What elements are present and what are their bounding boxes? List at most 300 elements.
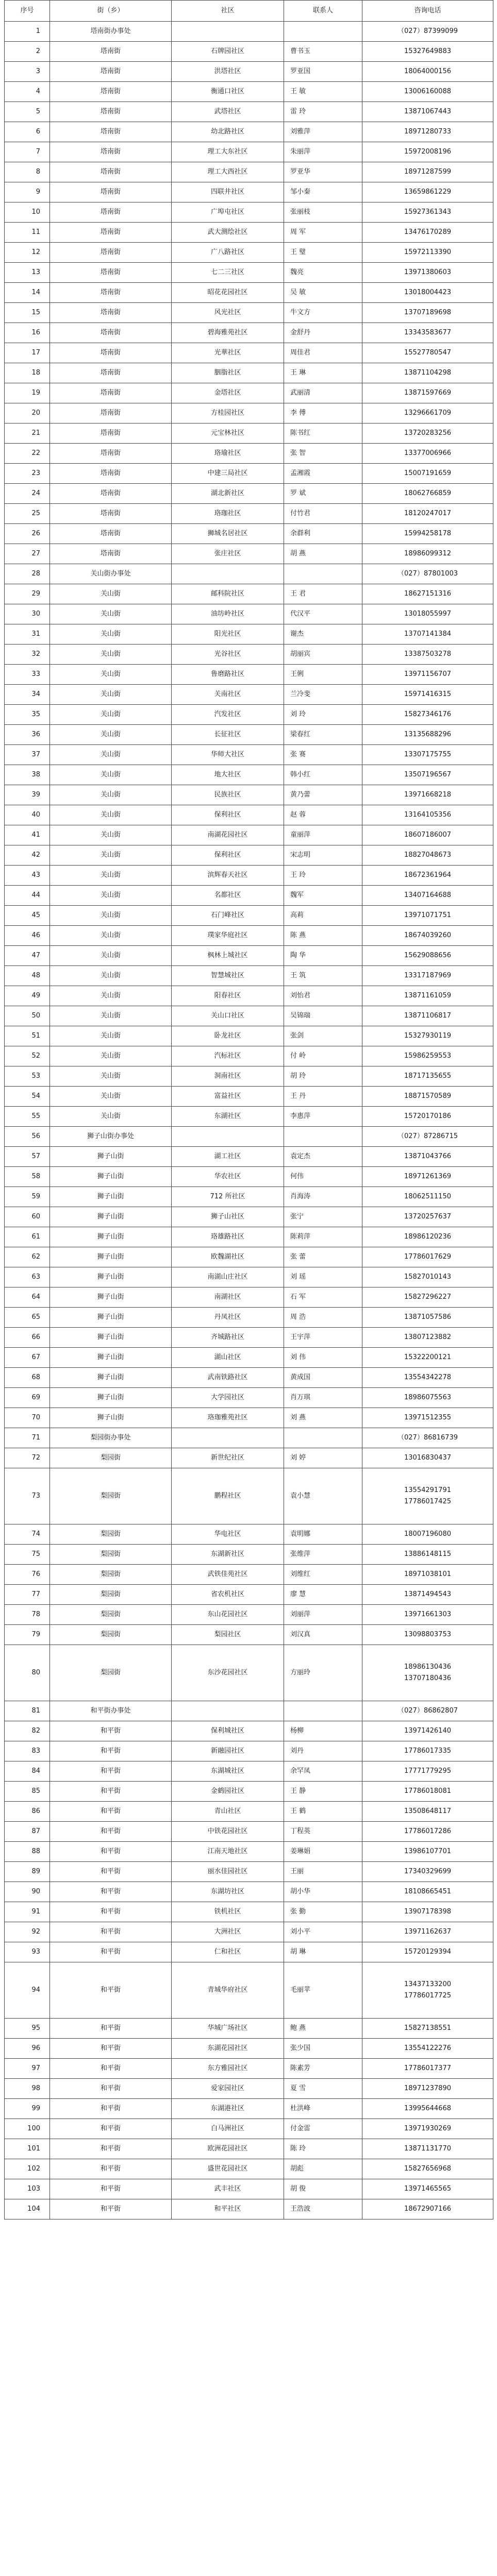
row-phone (362, 1328, 493, 1348)
row-contact: 陈素芳 (284, 2059, 362, 2079)
phone-number: 15720170186 (404, 1112, 451, 1120)
row-index: 98 (5, 2079, 50, 2099)
phone-number: 17786017286 (404, 1827, 451, 1835)
row-community: 江南天地社区 (172, 1842, 284, 1862)
row-index: 40 (5, 805, 50, 825)
row-community: 鲁磨路社区 (172, 665, 284, 685)
table-row (5, 1721, 493, 1741)
row-index: 16 (5, 323, 50, 343)
row-contact: 罗亚国 (284, 62, 362, 82)
row-index: 73 (5, 1468, 50, 1524)
row-phone (362, 745, 493, 765)
row-contact: 王 丹 (284, 1087, 362, 1107)
row-phone (362, 1167, 493, 1187)
phone-number: 13986107701 (404, 1848, 451, 1855)
row-contact: 黄乃蕾 (284, 785, 362, 805)
row-index: 7 (5, 142, 50, 162)
phone-number: 13437133200 (404, 1980, 451, 1988)
row-phone (362, 122, 493, 142)
row-street: 狮子山街 (50, 1267, 172, 1287)
row-phone (362, 645, 493, 665)
row-community: 卧龙社区 (172, 1026, 284, 1046)
row-contact: 刘维红 (284, 1565, 362, 1585)
row-street: 和平街办事处 (50, 1701, 172, 1721)
header-community: 社区 (172, 1, 284, 22)
row-contact: 刘怡君 (284, 986, 362, 1006)
row-contact: 邹小秦 (284, 182, 362, 202)
row-street: 狮子山街 (50, 1368, 172, 1388)
row-street: 关山街 (50, 685, 172, 705)
phone-number: 18971038101 (404, 1570, 451, 1578)
table-row (5, 82, 493, 102)
row-phone (362, 363, 493, 383)
phone-number: 13971661303 (404, 1611, 451, 1618)
row-street: 塔南街 (50, 363, 172, 383)
row-community: 理工大东社区 (172, 142, 284, 162)
phone-number: 18986075563 (404, 1394, 451, 1401)
phone-number: 13720283256 (404, 429, 451, 437)
phone-number: 18120247017 (404, 510, 451, 517)
row-phone (362, 1942, 493, 1962)
table-row (5, 1187, 493, 1207)
row-street: 关山街 (50, 946, 172, 966)
row-street: 狮子山街 (50, 1247, 172, 1267)
row-phone (362, 524, 493, 544)
row-street: 梨园街 (50, 1605, 172, 1625)
row-contact: 张少国 (284, 2039, 362, 2059)
phone-number: 17786017725 (404, 1992, 451, 1999)
row-phone (362, 1207, 493, 1227)
row-phone (362, 1565, 493, 1585)
row-phone (362, 1308, 493, 1328)
row-street: 塔南街 (50, 484, 172, 504)
table-row (5, 22, 493, 42)
row-index: 15 (5, 303, 50, 323)
row-index: 63 (5, 1267, 50, 1287)
table-row (5, 1006, 493, 1026)
row-phone (362, 1107, 493, 1127)
row-contact: 魏军 (284, 886, 362, 906)
row-index: 78 (5, 1605, 50, 1625)
phone-number: 18064000156 (404, 67, 451, 75)
row-contact: 陈书红 (284, 423, 362, 444)
row-phone (362, 22, 493, 42)
row-community: 铁机社区 (172, 1902, 284, 1922)
row-index: 26 (5, 524, 50, 544)
row-community: 青山社区 (172, 1802, 284, 1822)
row-phone (362, 1026, 493, 1046)
row-contact: 刘 玲 (284, 705, 362, 725)
row-community: 湖北新社区 (172, 484, 284, 504)
row-contact: 王 琳 (284, 363, 362, 383)
row-contact: 李惠萍 (284, 1107, 362, 1127)
phone-number: 13135688296 (404, 731, 451, 738)
row-contact: 李 傅 (284, 403, 362, 423)
row-community: 昭花花园社区 (172, 283, 284, 303)
row-community: 东湖新社区 (172, 1545, 284, 1565)
row-street: 塔南街 (50, 323, 172, 343)
phone-number: 15827346176 (404, 710, 451, 718)
row-community: 广八路社区 (172, 243, 284, 263)
row-community: 保利城社区 (172, 1721, 284, 1741)
row-contact: 张 赛 (284, 745, 362, 765)
row-street: 关山街办事处 (50, 564, 172, 584)
row-community: 新世纪社区 (172, 1448, 284, 1468)
table-row (5, 1147, 493, 1167)
row-phone (362, 1388, 493, 1408)
row-phone (362, 1066, 493, 1087)
table-row (5, 1468, 493, 1524)
row-phone (362, 886, 493, 906)
row-community: 湖工社区 (172, 1147, 284, 1167)
header-index: 序号 (5, 1, 50, 22)
row-phone (362, 845, 493, 866)
row-contact: 王 静 (284, 1782, 362, 1802)
table-row (5, 423, 493, 444)
phone-number: 18971287599 (404, 168, 451, 176)
row-index: 9 (5, 182, 50, 202)
row-street: 塔南街 (50, 343, 172, 363)
table-row (5, 383, 493, 403)
row-index: 56 (5, 1127, 50, 1147)
table-row (5, 1625, 493, 1645)
table-row (5, 1882, 493, 1902)
row-street: 关山街 (50, 966, 172, 986)
phone-number: 18627151316 (404, 590, 451, 598)
row-community: 中建三局社区 (172, 464, 284, 484)
row-phone (362, 1428, 493, 1448)
row-contact: 吴 敏 (284, 283, 362, 303)
row-contact (284, 22, 362, 42)
row-street: 关山街 (50, 645, 172, 665)
row-index: 47 (5, 946, 50, 966)
row-contact: 付竹君 (284, 504, 362, 524)
row-index: 96 (5, 2039, 50, 2059)
phone-number: 18062766859 (404, 489, 451, 497)
row-street: 和平街 (50, 1882, 172, 1902)
row-contact: 金舒丹 (284, 323, 362, 343)
row-phone (362, 906, 493, 926)
row-street: 和平街 (50, 1922, 172, 1942)
table-body (5, 22, 493, 2219)
table-row (5, 825, 493, 845)
phone-number: 15629088656 (404, 952, 451, 959)
row-community: 狮城名居社区 (172, 524, 284, 544)
row-contact: 谢杰 (284, 624, 362, 645)
row-street: 狮子山街 (50, 1388, 172, 1408)
row-contact: 王 敏 (284, 82, 362, 102)
row-contact: 童丽萍 (284, 825, 362, 845)
row-contact: 胡彪 (284, 2159, 362, 2179)
row-phone (362, 584, 493, 604)
phone-number: 13098803753 (404, 1631, 451, 1638)
row-index: 101 (5, 2139, 50, 2159)
row-contact: 王 君 (284, 584, 362, 604)
phone-number: 13971071751 (404, 911, 451, 919)
row-street: 塔南街 (50, 243, 172, 263)
row-contact: 胡 俊 (284, 2179, 362, 2199)
row-phone (362, 383, 493, 403)
row-phone (362, 303, 493, 323)
table-row (5, 2119, 493, 2139)
phone-number: 13807123882 (404, 1333, 451, 1341)
row-index: 1 (5, 22, 50, 42)
row-phone (362, 2019, 493, 2039)
row-community: 东方雅园社区 (172, 2059, 284, 2079)
row-street: 和平街 (50, 2039, 172, 2059)
phone-number: 13659861229 (404, 188, 451, 196)
phone-number: 13707189698 (404, 309, 451, 316)
row-contact: 兰冷斐 (284, 685, 362, 705)
row-community: 和平社区 (172, 2199, 284, 2219)
row-phone (362, 464, 493, 484)
row-contact: 朱丽萍 (284, 142, 362, 162)
row-index: 69 (5, 1388, 50, 1408)
row-community: 东湖社区 (172, 1107, 284, 1127)
phone-number: 13871057586 (404, 1313, 451, 1321)
row-phone (362, 343, 493, 363)
row-index: 48 (5, 966, 50, 986)
table-row (5, 1368, 493, 1388)
row-index: 103 (5, 2179, 50, 2199)
table-row (5, 705, 493, 725)
row-index: 67 (5, 1348, 50, 1368)
row-community: 大学园社区 (172, 1388, 284, 1408)
row-community: 碧海雅苑社区 (172, 323, 284, 343)
table-row (5, 725, 493, 745)
row-contact: 付金雷 (284, 2119, 362, 2139)
row-community: 元宝林社区 (172, 423, 284, 444)
row-phone (362, 1348, 493, 1368)
phone-number: （027）87801003 (397, 570, 458, 578)
row-phone (362, 1287, 493, 1308)
phone-number: 15927361343 (404, 208, 451, 216)
row-index: 97 (5, 2059, 50, 2079)
row-street: 和平街 (50, 1802, 172, 1822)
row-index: 38 (5, 765, 50, 785)
row-community: 白马洲社区 (172, 2119, 284, 2139)
row-street: 梨园街 (50, 1448, 172, 1468)
phone-number: （027）86862807 (397, 1707, 458, 1715)
row-index: 29 (5, 584, 50, 604)
row-index: 25 (5, 504, 50, 524)
row-phone (362, 444, 493, 464)
row-community: 邮科院社区 (172, 584, 284, 604)
row-street: 和平街 (50, 1842, 172, 1862)
row-contact: 张 蕾 (284, 1247, 362, 1267)
phone-number: 15827656968 (404, 2165, 451, 2173)
row-contact: 宋志明 (284, 845, 362, 866)
table-row (5, 2099, 493, 2119)
table-row (5, 645, 493, 665)
row-phone (362, 1087, 493, 1107)
row-contact: 高莉 (284, 906, 362, 926)
row-phone (362, 1741, 493, 1761)
row-community: 齐城路社区 (172, 1328, 284, 1348)
phone-number: 13907178398 (404, 1908, 451, 1916)
row-phone (362, 2119, 493, 2139)
row-phone (362, 1822, 493, 1842)
row-index: 53 (5, 1066, 50, 1087)
row-contact: 王俐 (284, 665, 362, 685)
row-phone (362, 564, 493, 584)
row-index: 31 (5, 624, 50, 645)
table-row (5, 1701, 493, 1721)
row-street: 关山街 (50, 1006, 172, 1026)
row-community: 关南社区 (172, 685, 284, 705)
row-phone (362, 1962, 493, 2019)
row-contact: 梁春红 (284, 725, 362, 745)
row-street: 狮子山街 (50, 1187, 172, 1207)
phone-number: 18672907166 (404, 2205, 451, 2213)
table-row (5, 2199, 493, 2219)
row-contact: 付 岭 (284, 1046, 362, 1066)
row-phone (362, 62, 493, 82)
row-phone (362, 1645, 493, 1701)
table-row (5, 1287, 493, 1308)
row-contact: 雷 玲 (284, 102, 362, 122)
header-street: 街（乡） (50, 1, 172, 22)
row-community: 富益社区 (172, 1087, 284, 1107)
row-street: 关山街 (50, 1066, 172, 1087)
row-index: 88 (5, 1842, 50, 1862)
phone-number: 13871131770 (404, 2145, 451, 2153)
row-index: 102 (5, 2159, 50, 2179)
row-street: 狮子山街 (50, 1207, 172, 1227)
row-index: 22 (5, 444, 50, 464)
row-phone (362, 2099, 493, 2119)
row-phone (362, 2079, 493, 2099)
row-phone (362, 484, 493, 504)
phone-number: 18007196080 (404, 1530, 451, 1538)
row-index: 59 (5, 1187, 50, 1207)
row-phone (362, 1721, 493, 1741)
row-street: 狮子山街 (50, 1308, 172, 1328)
table-row (5, 1167, 493, 1187)
row-street: 塔南街 (50, 202, 172, 223)
table-row (5, 1046, 493, 1066)
row-phone (362, 243, 493, 263)
row-street: 关山街 (50, 785, 172, 805)
table-row (5, 906, 493, 926)
row-index: 58 (5, 1167, 50, 1187)
row-phone (362, 1448, 493, 1468)
phone-number: 13971512355 (404, 1414, 451, 1421)
row-phone (362, 966, 493, 986)
table-row (5, 62, 493, 82)
row-phone (362, 825, 493, 845)
row-street: 狮子山街 (50, 1287, 172, 1308)
table-row (5, 1842, 493, 1862)
row-phone (362, 926, 493, 946)
phone-number: 17786017425 (404, 1498, 451, 1505)
row-index: 83 (5, 1741, 50, 1761)
row-community: 东沙花园社区 (172, 1645, 284, 1701)
phone-number: （027）87399099 (397, 27, 458, 35)
row-phone (362, 42, 493, 62)
table-row (5, 1585, 493, 1605)
row-street: 关山街 (50, 805, 172, 825)
row-index: 54 (5, 1087, 50, 1107)
phone-number: 13871494543 (404, 1590, 451, 1598)
table-row (5, 323, 493, 343)
phone-number: 15007191659 (404, 469, 451, 477)
row-street: 关山街 (50, 825, 172, 845)
row-index: 17 (5, 343, 50, 363)
row-phone (362, 805, 493, 825)
row-phone (362, 1368, 493, 1388)
row-community: 丽水佳园社区 (172, 1862, 284, 1882)
row-contact: 夏 雪 (284, 2079, 362, 2099)
row-community: 金塔社区 (172, 383, 284, 403)
row-street: 塔南街 (50, 383, 172, 403)
row-index: 27 (5, 544, 50, 564)
row-street: 关山街 (50, 845, 172, 866)
row-street: 关山街 (50, 866, 172, 886)
table-row (5, 504, 493, 524)
table-row (5, 1782, 493, 1802)
row-index: 5 (5, 102, 50, 122)
row-community: 阳光社区 (172, 624, 284, 645)
table-row (5, 624, 493, 645)
row-index: 2 (5, 42, 50, 62)
row-contact: 刘雅萍 (284, 122, 362, 142)
row-phone (362, 162, 493, 182)
row-street: 塔南街 (50, 82, 172, 102)
row-community: 湖山社区 (172, 1348, 284, 1368)
table-row (5, 142, 493, 162)
row-contact: 陈 玲 (284, 2139, 362, 2159)
row-street: 关山街 (50, 1046, 172, 1066)
row-community: 梨园社区 (172, 1625, 284, 1645)
phone-number: 13476170289 (404, 228, 451, 236)
table-row (5, 1802, 493, 1822)
row-community (172, 564, 284, 584)
table-row (5, 1761, 493, 1782)
row-street: 和平街 (50, 1902, 172, 1922)
row-contact: 杜洪峰 (284, 2099, 362, 2119)
row-index: 71 (5, 1428, 50, 1448)
row-index: 99 (5, 2099, 50, 2119)
row-street: 和平街 (50, 2119, 172, 2139)
row-community: 712 所社区 (172, 1187, 284, 1207)
row-contact: 张 勤 (284, 1902, 362, 1922)
table-row (5, 1565, 493, 1585)
table-row (5, 182, 493, 202)
table-row (5, 1862, 493, 1882)
row-contact (284, 1428, 362, 1448)
row-community: 地大社区 (172, 765, 284, 785)
table-row (5, 1428, 493, 1448)
row-street: 塔南街 (50, 423, 172, 444)
phone-number: 15527780547 (404, 349, 451, 357)
row-street: 和平街 (50, 2059, 172, 2079)
row-contact: 余罕凤 (284, 1761, 362, 1782)
row-street: 关山街 (50, 1107, 172, 1127)
row-index: 76 (5, 1565, 50, 1585)
row-street: 塔南街 (50, 122, 172, 142)
phone-number: 18674039260 (404, 931, 451, 939)
row-contact: 王浩波 (284, 2199, 362, 2219)
row-street: 塔南街 (50, 182, 172, 202)
row-street: 塔南街 (50, 142, 172, 162)
phone-number: 18607186007 (404, 831, 451, 839)
row-phone (362, 1782, 493, 1802)
phone-number: 13554122276 (404, 2044, 451, 2052)
row-street: 和平街 (50, 2159, 172, 2179)
table-row (5, 1348, 493, 1368)
table-row (5, 1545, 493, 1565)
